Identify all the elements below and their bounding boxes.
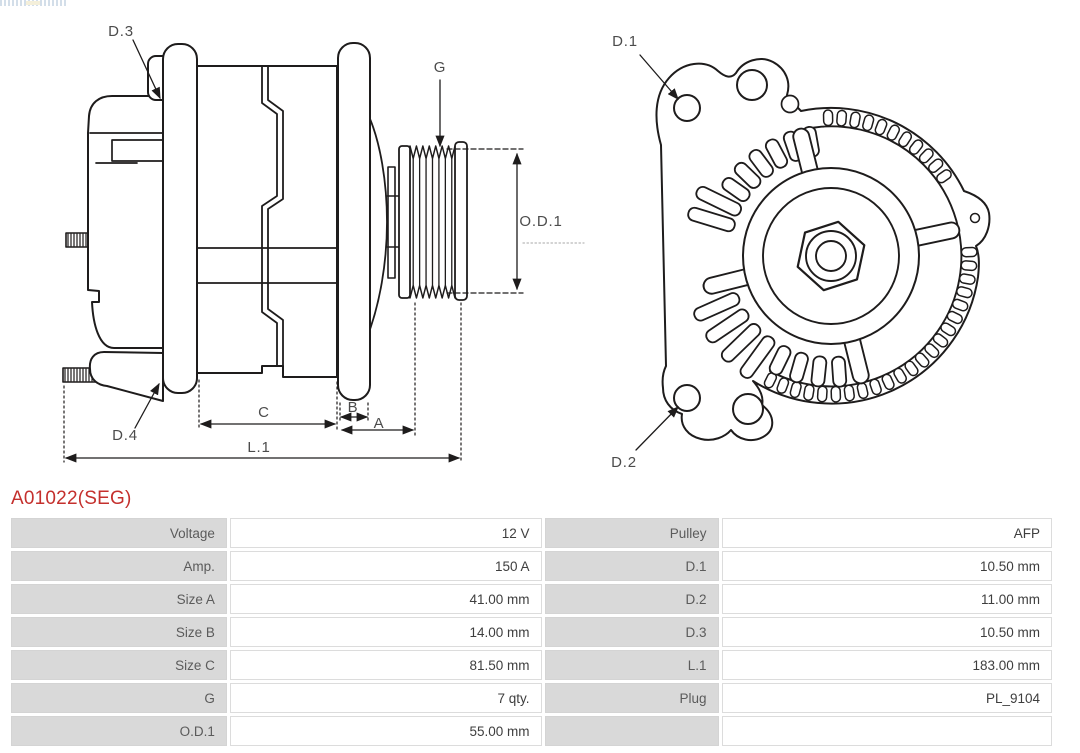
table-row bbox=[11, 518, 1052, 548]
part-number-title: A01022(SEG) bbox=[11, 488, 132, 509]
shaft-bore bbox=[816, 241, 846, 271]
dim-label-a: A bbox=[373, 415, 385, 432]
spec-label: Voltage bbox=[11, 518, 227, 548]
side-view-diagram bbox=[63, 23, 584, 462]
spec-label: Size C bbox=[11, 650, 227, 680]
spec-value: 41.00 mm bbox=[230, 584, 542, 614]
spec-value: 11.00 mm bbox=[722, 584, 1052, 614]
spec-label: D.3 bbox=[545, 617, 719, 647]
spec-value: 10.50 mm bbox=[722, 551, 1052, 581]
spec-label: Size A bbox=[11, 584, 227, 614]
spec-value: 55.00 mm bbox=[230, 716, 542, 746]
spec-label: L.1 bbox=[545, 650, 719, 680]
spec-table bbox=[8, 515, 1055, 749]
dim-label-d2: D.2 bbox=[611, 454, 637, 471]
spec-value: PL_9104 bbox=[722, 683, 1052, 713]
dim-label-d3: D.3 bbox=[108, 23, 134, 40]
table-row bbox=[11, 683, 1052, 713]
main-housing bbox=[197, 66, 337, 377]
dim-label-b: B bbox=[347, 399, 359, 416]
spec-value: 150 A bbox=[230, 551, 542, 581]
mounting-hole-small bbox=[782, 96, 799, 113]
spec-value: 10.50 mm bbox=[722, 617, 1052, 647]
pulley bbox=[399, 142, 467, 300]
spec-value: 12 V bbox=[230, 518, 542, 548]
spec-label bbox=[545, 716, 719, 746]
spec-label: Pulley bbox=[545, 518, 719, 548]
spec-label: D.1 bbox=[545, 551, 719, 581]
front-flange bbox=[338, 43, 370, 400]
spec-label: Amp. bbox=[11, 551, 227, 581]
rear-terminal-block bbox=[112, 140, 165, 161]
shaft-washer bbox=[388, 167, 395, 278]
mounting-lug-d4 bbox=[90, 352, 163, 401]
spec-value: 81.50 mm bbox=[230, 650, 542, 680]
spec-value: 14.00 mm bbox=[230, 617, 542, 647]
mounting-hole-top bbox=[737, 70, 767, 100]
spec-value bbox=[722, 716, 1052, 746]
dim-label-od1: O.D.1 bbox=[519, 213, 563, 230]
spec-value: 183.00 mm bbox=[722, 650, 1052, 680]
spec-label: G bbox=[11, 683, 227, 713]
table-row bbox=[11, 650, 1052, 680]
dim-label-c: C bbox=[258, 404, 270, 421]
dim-label-d4: D.4 bbox=[112, 427, 138, 444]
lug-hole-right bbox=[971, 214, 980, 223]
dim-label-l1: L.1 bbox=[247, 439, 271, 456]
table-row bbox=[11, 551, 1052, 581]
table-row bbox=[11, 716, 1052, 746]
spec-label: Size B bbox=[11, 617, 227, 647]
mounting-hole-bottom bbox=[733, 394, 763, 424]
table-row bbox=[11, 584, 1052, 614]
pointer-d2 bbox=[636, 407, 678, 450]
spec-label: D.2 bbox=[545, 584, 719, 614]
table-row bbox=[11, 617, 1052, 647]
spec-value: 7 qty. bbox=[230, 683, 542, 713]
terminal-stud-upper bbox=[66, 233, 88, 247]
spec-value: AFP bbox=[722, 518, 1052, 548]
spec-label: O.D.1 bbox=[11, 716, 227, 746]
dim-label-d1: D.1 bbox=[612, 33, 638, 50]
dim-label-g: G bbox=[433, 59, 447, 76]
spec-label: Plug bbox=[545, 683, 719, 713]
front-view-diagram bbox=[611, 33, 989, 471]
rear-flange bbox=[163, 44, 197, 393]
